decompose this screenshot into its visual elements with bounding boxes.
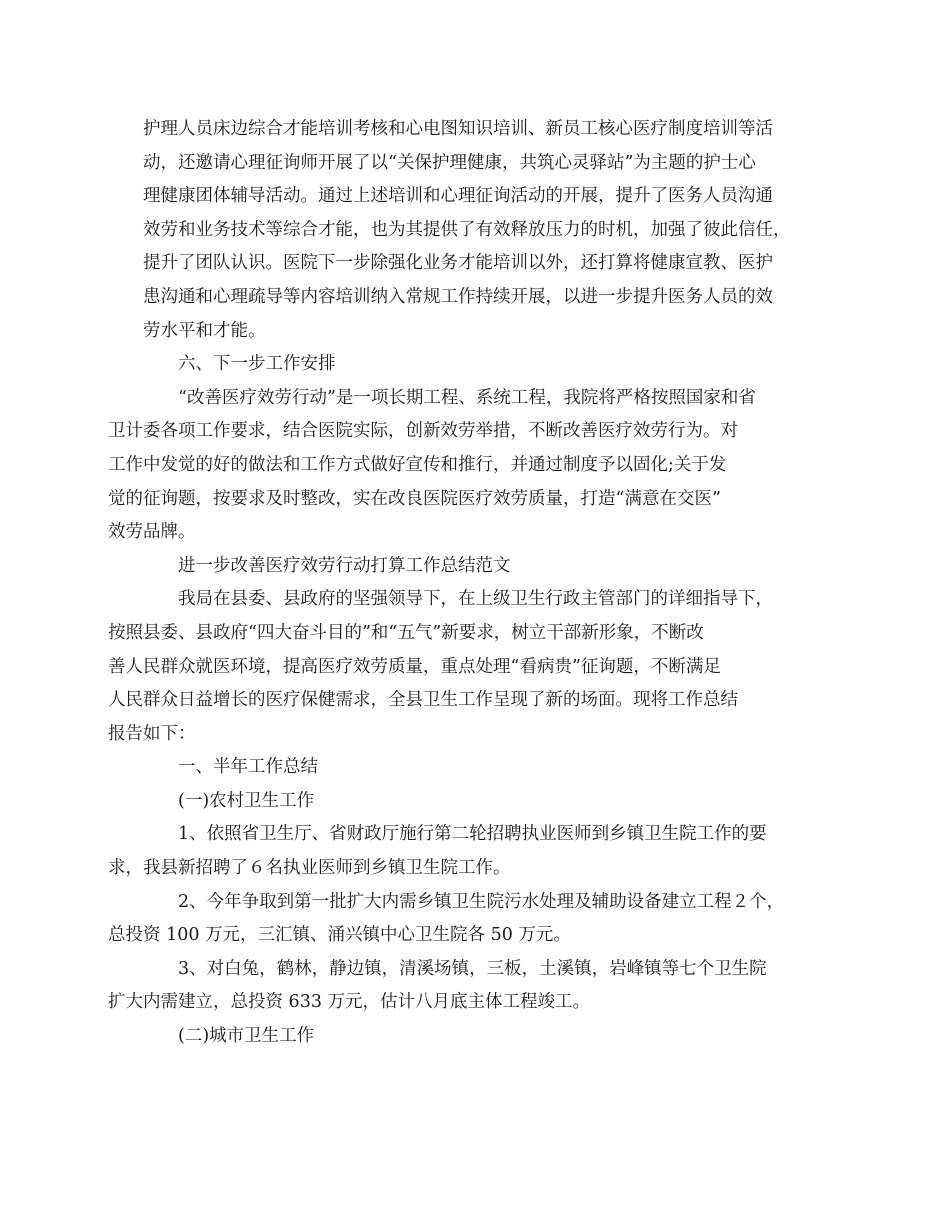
- text-line: 提升了团队认识。医院下一步除强化业务才能培训以外，还打算将健康宣教、医护: [143, 253, 773, 274]
- paragraph-training-summary: [143, 113, 813, 348]
- heading-line: (一)农村卫生工作: [178, 790, 315, 811]
- text-line: 效劳品牌。: [108, 522, 196, 543]
- text-line: 扩大内需建立，总投资 633 万元，估计八月底主体工程竣工。: [108, 992, 591, 1013]
- text-line: 按照县委、县政府“四大奋斗目的”和“五气”新要求，树立干部新形象，不断改: [108, 622, 704, 643]
- document-body: [108, 113, 813, 1054]
- text-line: 理健康团体辅导活动。通过上述培训和心理征询活动的开展，提升了医务人员沟通: [143, 186, 773, 207]
- text-line: 觉的征询题，按要求及时整改，实在改良医院医疗效劳质量，打造“满意在交医”: [108, 488, 721, 509]
- heading-line: (二)城市卫生工作: [178, 1026, 315, 1047]
- list-item-2: [108, 886, 813, 953]
- paragraph-improvement-action: [108, 382, 813, 550]
- list-item-3: [108, 953, 813, 1020]
- text-line: 护理人员床边综合才能培训考核和心电图知识培训、新员工核心医疗制度培训等活: [143, 119, 773, 139]
- subsection-heading-urban: [143, 1020, 813, 1054]
- text-line: 求，我县新招聘了６名执业医师到乡镇卫生院工作。: [108, 858, 511, 879]
- document-subtitle: [143, 550, 813, 584]
- text-line: 总投资 100 万元，三汇镇、涌兴镇中心卫生院各 50 万元。: [108, 925, 571, 946]
- text-line: 卫计委各项工作要求，结合医院实际，创新效劳举措，不断改善医疗效劳行为。对: [108, 421, 738, 442]
- section-heading-half-year: [143, 751, 813, 785]
- text-line: 动，还邀请心理征询师开展了以“关保护理健康，共筑心灵驿站”为主题的护士心: [143, 152, 756, 173]
- text-line: 1、依照省卫生厅、省财政厅施行第二轮招聘执业医师到乡镇卫生院工作的要: [178, 824, 767, 845]
- text-line: “改善医疗效劳行动”是一项长期工程、系统工程，我院将严格按照国家和省: [178, 387, 756, 408]
- text-line: 工作中发觉的好的做法和工作方式做好宣传和推行，并通过制度予以固化;关于发: [108, 454, 727, 475]
- text-line: 善人民群众就医环境，提高医疗效劳质量，重点处理“看病贵”征询题，不断满足: [108, 656, 721, 677]
- text-line: 患沟通和心理疏导等内容培训纳入常规工作持续开展，以进一步提升医务人员的效: [143, 286, 773, 307]
- paragraph-county-intro: [108, 583, 813, 751]
- section-heading-next-steps: [143, 348, 813, 382]
- text-line: 3、对白兔，鹤林，静边镇，清溪场镇，三板，土溪镇，岩峰镇等七个卫生院: [178, 958, 767, 979]
- text-line: 劳水平和才能。: [143, 320, 266, 341]
- heading-line: 进一步改善医疗效劳行动打算工作总结范文: [178, 555, 511, 576]
- text-line: 人民群众日益增长的医疗保健需求，全县卫生工作呈现了新的场面。现将工作总结: [108, 690, 738, 711]
- subsection-heading-rural: [143, 785, 813, 819]
- text-line: 2、今年争取到第一批扩大内需乡镇卫生院污水处理及辅助设备建立工程２个，: [178, 891, 785, 912]
- heading-line: 一、半年工作总结: [178, 757, 318, 778]
- list-item-1: [108, 818, 813, 885]
- heading-line: 六、下一步工作安排: [178, 354, 336, 375]
- text-line: 我局在县委、县政府的坚强领导下，在上级卫生行政主管部门的详细指导下，: [178, 589, 773, 610]
- text-line: 效劳和业务技术等综合才能，也为其提供了有效释放压力的时机，加强了彼此信任，: [143, 219, 791, 240]
- text-line: 报告如下：: [108, 723, 196, 744]
